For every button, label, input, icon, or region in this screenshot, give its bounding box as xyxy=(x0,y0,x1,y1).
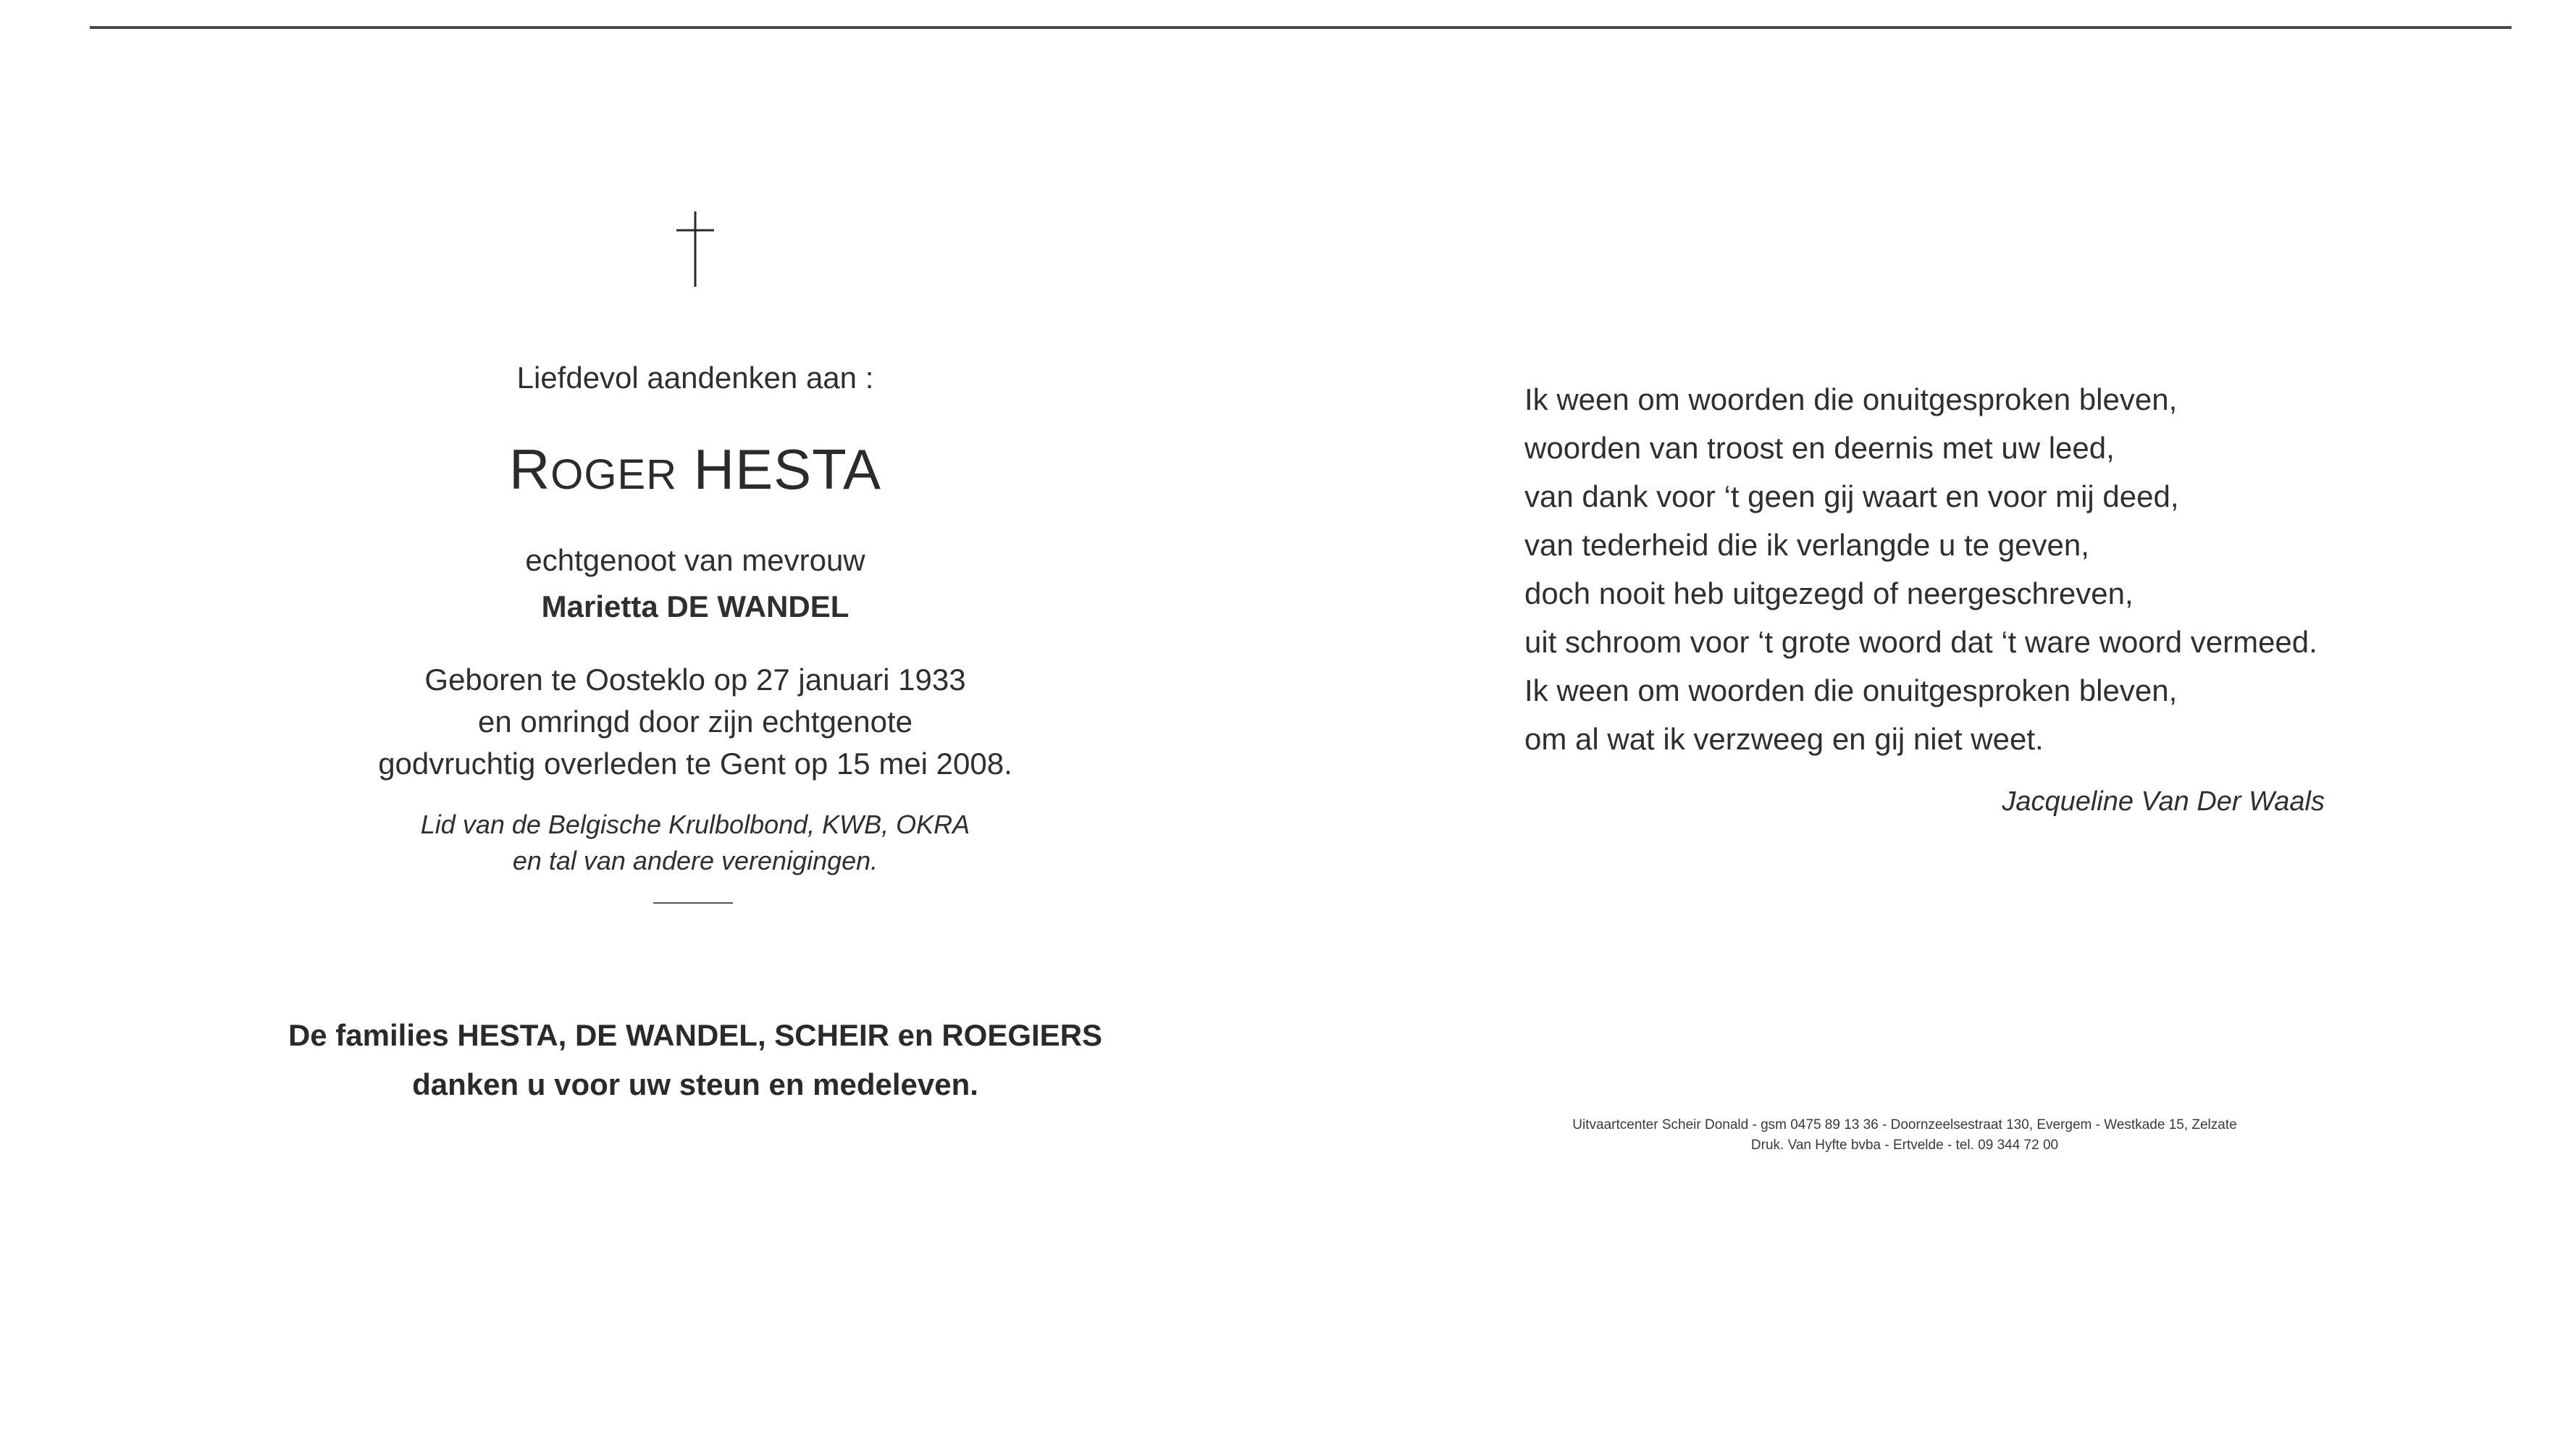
deceased-name xyxy=(130,433,1260,511)
thanks-line: danken u voor uw steun en medeleven. xyxy=(412,1067,978,1101)
imprint-line: Uitvaartcenter Scheir Donald - gsm 0475 89 13 36 - Doornzeelsestraat 130, Evergem - Westkade 15, Zelzate xyxy=(1572,1117,2237,1132)
poem-line: Ik ween om woorden die onuitgesproken bleven, xyxy=(1524,382,2178,416)
membership-line: Lid van de Belgische Krulbolbond, KWB, OKRA xyxy=(420,810,970,839)
families-thanks xyxy=(130,1011,1260,1109)
poem-line: doch nooit heb uitgezegd of neergeschreven, xyxy=(1524,576,2134,610)
poem-line: van tederheid die ik verlangde u te geven, xyxy=(1524,528,2089,562)
printer-imprint xyxy=(1427,1115,2383,1156)
death-line: godvruchtig overleden te Gent op 15 mei 2008. xyxy=(378,747,1012,781)
greeting-text: Liefdevol aandenken aan : xyxy=(516,361,874,395)
life-details xyxy=(130,659,1260,785)
spouse-label: echtgenoot van mevrouw xyxy=(525,543,865,577)
memorial-left-panel xyxy=(130,0,1260,1231)
poem-line: uit schroom voor ‘t grote woord dat ‘t ware woord vermeed. xyxy=(1524,625,2317,659)
birth-line: Geboren te Oosteklo op 27 januari 1933 xyxy=(424,663,966,697)
imprint-line: Druk. Van Hyfte bvba - Ertvelde - tel. 09 344 72 00 xyxy=(1750,1138,2059,1153)
poem-author: Jacqueline Van Der Waals xyxy=(2002,786,2325,817)
divider-line xyxy=(653,902,733,904)
spouse-presence-line: en omringd door zijn echtgenote xyxy=(477,705,913,739)
deceased-first-initial: R xyxy=(508,437,551,501)
poem-line: om al wat ik verzweeg en gij niet weet. xyxy=(1524,722,2044,756)
poem xyxy=(1524,375,2317,763)
membership-text xyxy=(130,807,1260,879)
poem-line: woorden van troost en deernis met uw leed, xyxy=(1524,431,2115,465)
deceased-last-name: HESTA xyxy=(693,437,882,501)
spouse-name: Marietta DE WANDEL xyxy=(541,589,849,623)
cross-icon xyxy=(668,211,723,287)
poem-line: van dank voor ‘t geen gij waart en voor mij deed, xyxy=(1524,479,2179,513)
families-line: De families HESTA, DE WANDEL, SCHEIR en ROEGIERS xyxy=(288,1018,1103,1052)
deceased-first-rest: OGER xyxy=(550,451,678,498)
membership-line: en tal van andere verenigingen. xyxy=(512,846,878,875)
poem-line: Ik ween om woorden die onuitgesproken bleven, xyxy=(1524,673,2178,707)
